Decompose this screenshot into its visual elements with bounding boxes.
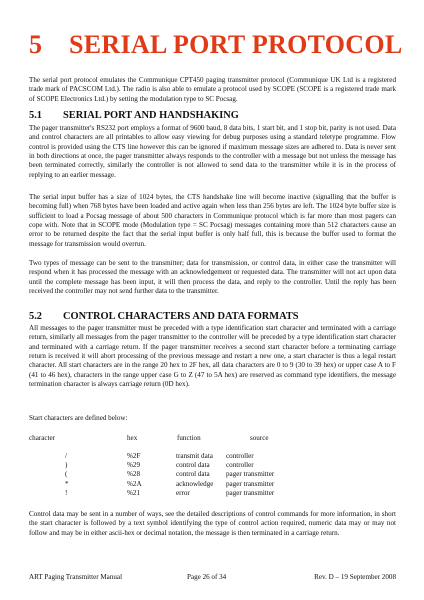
section-title: CONTROL CHARACTERS AND DATA FORMATS <box>63 311 299 322</box>
table-row <box>29 461 409 470</box>
footer-manual-title: ART Paging Transmitter Manual <box>29 573 123 581</box>
cell-source: pager transmitter <box>226 479 275 488</box>
cell-hex: %29 <box>127 461 141 470</box>
cell-function: transmit data <box>176 452 213 460</box>
cell-character: ! <box>65 488 68 497</box>
section-5-1-heading <box>29 110 239 122</box>
section-number: 5.2 <box>29 311 42 322</box>
cell-source: pager transmitter <box>226 470 275 479</box>
cell-function: control data <box>176 461 210 470</box>
paragraph-table-intro: Start characters are defined below: <box>29 414 128 422</box>
table-row <box>29 470 409 479</box>
table-header-row <box>29 434 409 452</box>
table-row <box>29 480 409 489</box>
cell-function: error <box>176 488 190 497</box>
paragraph-message-types: Two types of message can be sent to the transmitter; data for transmission, or control data, in either case the transmitter will respond when it has processed the message with an acknowledgement or requested data. The transmitter will not act upon data until the complete message has been input, it will then process the data, and reply to the controller. Until the reply has been received the controller may not send further data to the transmitter. <box>29 259 396 296</box>
cell-character: ( <box>65 470 68 479</box>
paragraph-input-buffer: The serial input buffer has a size of 1024 bytes, the CTS handshake line will become inactive (signalling that the buffer is becoming full) when 768 bytes have been loaded and active again when less than 256 bytes are left. The 1024 byte buffer size is sufficient to load a Pocsag message of about 500 characters in Communique protocol which is far more than most pagers can cope with. Note that in SCOPE mode (Modulation type = SC Pocsag) messages containing more than 512 characters cause an error to be returned despite the fact that the serial input buffer is only half full, this is because the buffer used to format the message for transmission would overrun. <box>29 193 396 248</box>
table-body <box>29 452 409 498</box>
cell-source: pager transmitter <box>226 488 275 497</box>
paragraph-control-data: Control data may be sent in a number of ways, see the detailed descriptions of control commands for more information, in short the start character is followed by a text symbol identifying the type of control action required, numeric data may or may not follow and may be in either ascii-hex or decimal notation, the message is then terminated in a carriage return. <box>29 510 396 537</box>
table-row <box>29 452 409 461</box>
chapter-number: 5 <box>29 30 43 59</box>
cell-hex: %2F <box>127 452 141 460</box>
cell-character: / <box>65 452 67 460</box>
footer-revision: Rev. D – 19 September 2008 <box>314 573 396 581</box>
header-source: source <box>250 434 269 442</box>
intro-paragraph: The serial port protocol emulates the Communique CPT450 paging transmitter protocol (Communique UK Ltd is a registered trade mark of PACSCOM Ltd.). The radio is also able to emulate a protocol used by SCOPE (SCOPE is a registered trade mark of SCOPE Electronics Ltd.) by setting the modulation type to SC Pocsag. <box>29 76 396 103</box>
cell-function: control data <box>176 470 210 479</box>
cell-source: controller <box>226 452 254 460</box>
section-5-2-heading <box>29 311 299 323</box>
cell-function: acknowledge <box>176 479 214 488</box>
cell-character: * <box>65 479 69 488</box>
cell-hex: %28 <box>127 470 141 479</box>
chapter-heading <box>29 30 403 60</box>
header-character: character <box>29 434 55 442</box>
cell-hex: %21 <box>127 488 141 497</box>
cell-character: ) <box>65 461 68 470</box>
chapter-title: SERIAL PORT PROTOCOL <box>69 30 403 59</box>
cell-source: controller <box>226 461 254 470</box>
footer-page-number: Page 26 of 34 <box>187 573 227 581</box>
section-title: SERIAL PORT AND HANDSHAKING <box>63 110 239 121</box>
table-row <box>29 489 409 498</box>
cell-hex: %2A <box>127 479 142 488</box>
paragraph-serial-format: The pager transmitter's RS232 port employs a format of 9600 baud, 8 data bits, 1 start bit, and 1 stop bit, parity is not used. Data and control characters are all printables to allow easy viewing for debug purposes using a standard teletype programme. Flow control is provided using the CTS line however this can be ignored if maximum message sizes are adhered to. Data is never sent in both directions at once, the pager transmitter always responds to the controller with a message but not unless the message has been terminated correctly, similarly the controller is not allowed to send data to the transmitter while it is in the process of replying to an earlier message. <box>29 124 396 179</box>
header-hex: hex <box>127 434 138 442</box>
section-number: 5.1 <box>29 110 42 121</box>
header-function: function <box>177 434 201 442</box>
paragraph-start-characters: All messages to the pager transmitter must be preceded with a type identification start character and terminated with a carriage return, similarly all messages from the pager transmitter to the controller will be preceded by a type identification start character and terminated with a carriage return. If the pager transmitter receives a second start character before a terminating carriage return is received it will abort processing of the previous message and restart a new one, a start character is thus a legal restart character. All start characters are in the range 20 hex to 2F hex, all data characters are 0 to 9 (30 to 39 hex) or upper case A to F (41 to 46 hex), characters in the range upper case G to Z (47 to 5A hex) are reserved as command type identifiers, the message termination character is always carriage return (0D hex). <box>29 324 396 389</box>
start-characters-table <box>29 434 409 498</box>
